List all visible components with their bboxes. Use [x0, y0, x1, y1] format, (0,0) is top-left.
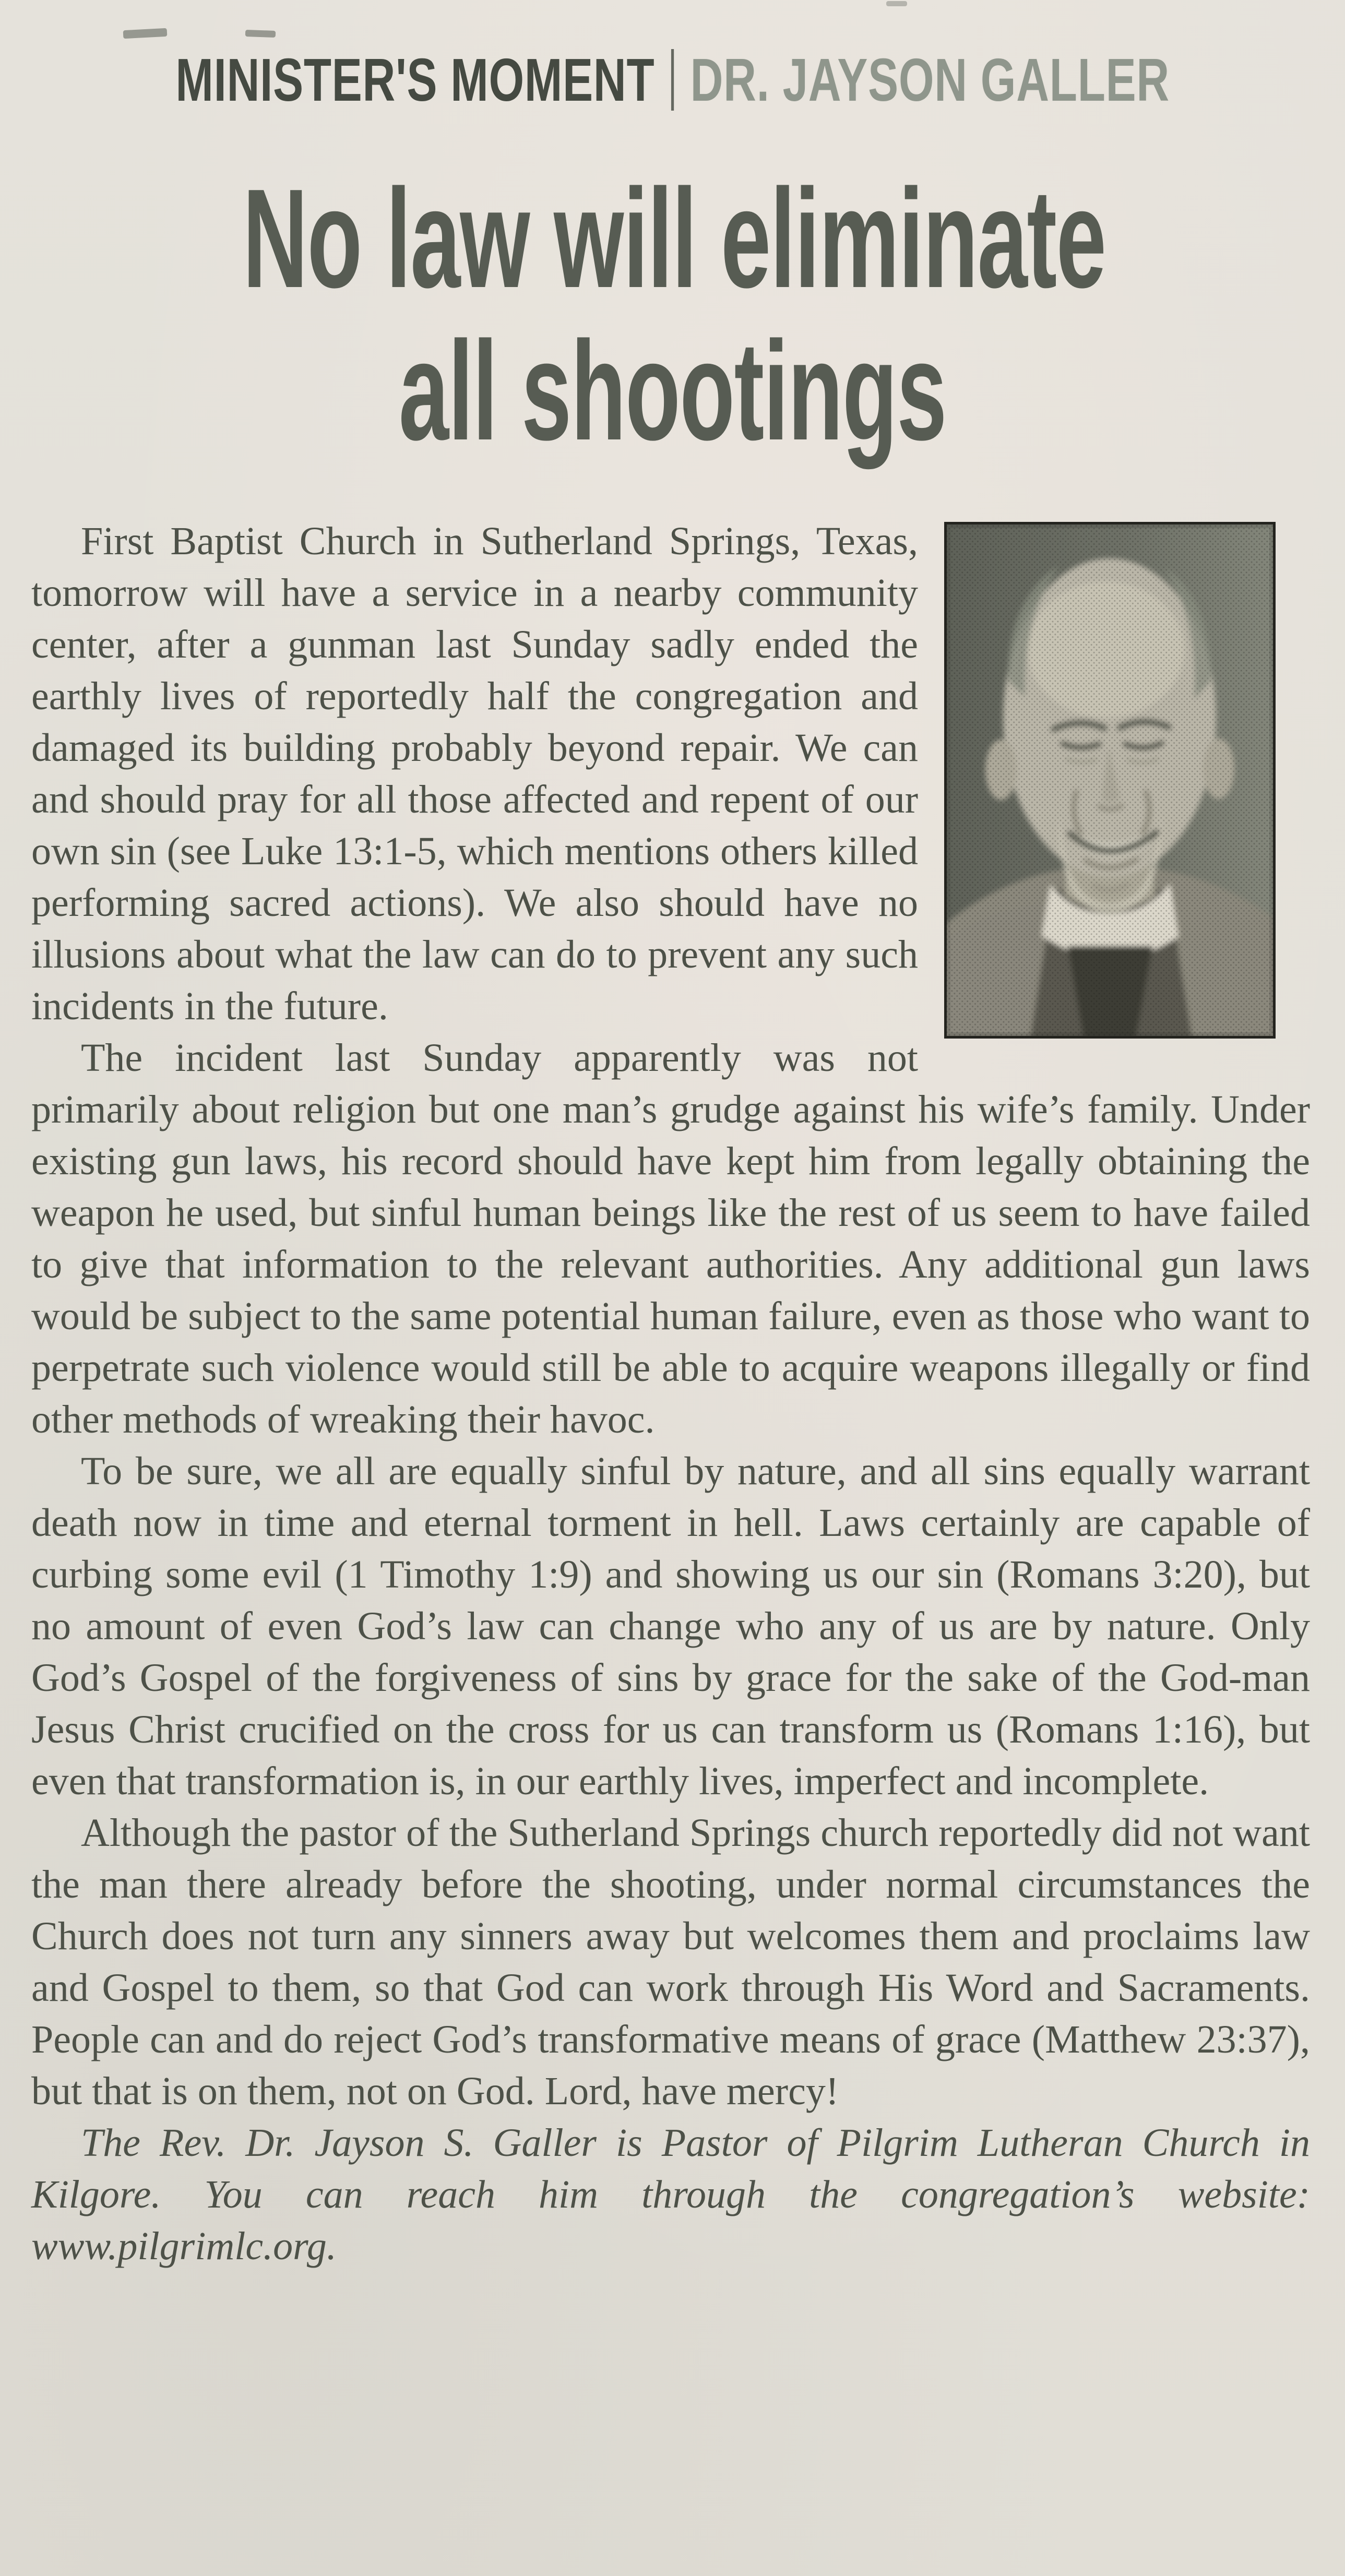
kicker-inner [175, 45, 1170, 115]
article-headline [0, 160, 1345, 470]
author-byline: The Rev. Dr. Jayson S. Galler is Pastor of Pilgrim Lutheran Church in Kilgore. You can reach him through the congregation’s website: www.pilgrimlc.org. [31, 2121, 1310, 2268]
minister-portrait-photo [944, 522, 1276, 1039]
kicker-section-label: MINISTER'S MOMENT [175, 46, 655, 114]
kicker [0, 45, 1345, 115]
headline-line-2: all shootings [398, 313, 947, 470]
scan-artifact [245, 30, 276, 38]
article-paragraph-3: To be sure, we all are equally sinful by nature, and all sins equally warrant death now in time and eternal torment in hell. Laws certainly are capable of curbing some evil (1 Timothy 1:9) and showing us our sin (Romans 3:20), but no amount of even God’s law can change who any of us are by nature. Only God’s Gospel of the forgiveness of sins by grace for the sake of the God-man Jesus Christ crucified on the cross for us can transform us (Romans 1:16), but even that transformation is, in our earthly lives, imperfect and incomplete. [31, 1449, 1310, 1803]
minister-halftone-portrait-icon [947, 524, 1273, 1036]
kicker-author-name: DR. JAYSON GALLER [690, 46, 1170, 114]
scan-artifact [886, 1, 907, 6]
scan-artifact [123, 28, 168, 39]
article-paragraph-1: First Baptist Church in Sutherland Springs, Texas, tomorrow will have a service in a nearby community center, after a gunman last Sunday sadly ended the earthly lives of reportedly half the congregation and damaged its building probably beyond repair. We can and should pray for all those affected and repent of our own sin (see Luke 13:1-5, which mentions others killed performing sacred actions). We also should have no illusions about what the law can do to prevent any such incidents in the future. [31, 519, 918, 1028]
article-paragraph-4: Although the pastor of the Sutherland Springs church reportedly did not want the man there already before the shooting, under normal circumstances the Church does not turn any sinners away but welcomes them and proclaims law and Gospel to them, so that God can work through His Word and Sacraments. People can and do reject God’s transformative means of grace (Matthew 23:37), but that is on them, not on God. Lord, have mercy! [31, 1811, 1310, 2113]
kicker-divider [671, 49, 674, 111]
headline-line-1: No law will eliminate [243, 160, 1106, 317]
article-body [0, 516, 1345, 2272]
article-paragraph-2: The incident last Sunday apparently was not primarily about religion but one man’s grudge against his wife’s family. Under existing gun laws, his record should have kept him from legally obtaining the weapon he used, but sinful human beings like the rest of us seem to have failed to give that information to the relevant authorities. Any additional gun laws would be subject to the same potential human failure, even as those who want to perpetrate such violence would still be able to acquire weapons illegally or find other methods of wreaking their havoc. [31, 1036, 1310, 1441]
